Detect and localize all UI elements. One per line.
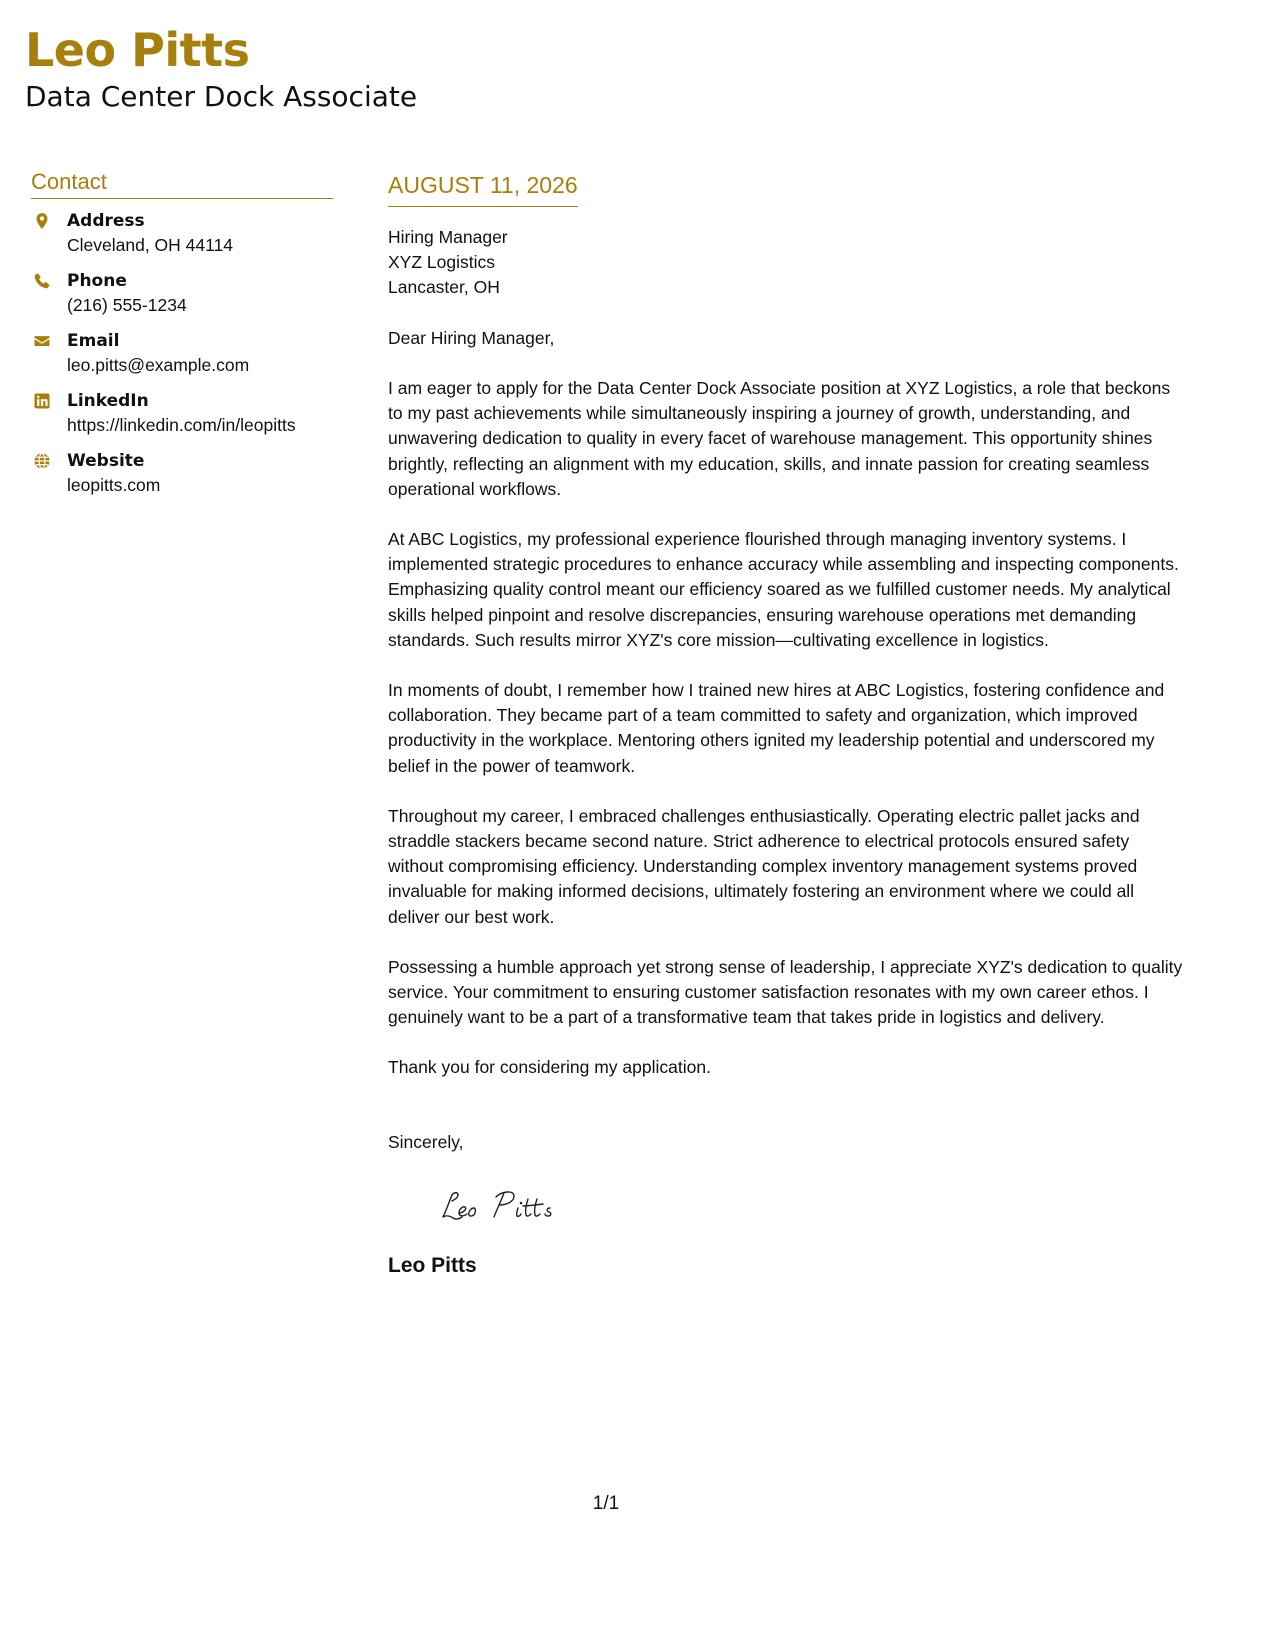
salutation: Dear Hiring Manager, — [388, 328, 555, 348]
signer-name: Leo Pitts — [388, 1254, 477, 1278]
linkedin-icon — [33, 392, 51, 410]
contact-sidebar — [31, 168, 333, 509]
candidate-name: Leo Pitts — [25, 23, 250, 77]
contact-value-address: Cleveland, OH 44114 — [67, 235, 234, 255]
recipient-line: XYZ Logistics — [388, 252, 495, 272]
body-paragraph: Possessing a humble approach yet strong sense of leadership, I appreciate XYZ's dedication to quality service. Your commitment to ensuring customer satisfaction resonates with my own career ethos. I genuinely want to be a part of a transformative team that takes pride in logistics and delivery. — [388, 956, 1183, 1028]
handwritten-signature — [438, 1181, 588, 1231]
closing-thanks: Thank you for considering my application. — [388, 1057, 711, 1078]
contact-label: Email — [67, 331, 120, 351]
job-title: Data Center Dock Associate — [25, 80, 418, 113]
recipient-line: Lancaster, OH — [388, 277, 500, 297]
contact-label: LinkedIn — [67, 391, 149, 411]
body-paragraph: Throughout my career, I embraced challenges enthusiastically. Operating electric pallet jacks and straddle stackers became second nature. Strict adherence to electrical protocols ensured safety without compromising efficiency. Understanding complex inventory management systems proved invaluable for making informed decisions, ultimately fostering an environment where we could all deliver our best work. — [388, 805, 1140, 927]
cover-letter — [388, 170, 1188, 1279]
body-paragraph: At ABC Logistics, my professional experience flourished through managing inventory systems. I implemented strategic procedures to enhance accuracy while assembling and inspecting components. Emphasizing quality control meant our efficiency soared as we fulfilled customer needs. My analytical skills helped pinpoint and resolve discrepancies, ensuring warehouse operations met demanding standards. Such results mirror XYZ's core mission—cultivating excellence in logistics. — [388, 529, 1179, 650]
envelope-icon — [33, 332, 51, 350]
contact-value-linkedin[interactable]: https://linkedin.com/in/leopitts — [67, 415, 296, 435]
body-paragraph: In moments of doubt, I remember how I trained new hires at ABC Logistics, fostering confidence and collaboration. They became part of a team committed to safety and organization, which improved productivity in the workplace. Mentoring others ignited my leadership potential and underscored my belief in the power of teamwork. — [388, 680, 1165, 776]
contact-item-address — [31, 209, 333, 269]
contact-value-email[interactable]: leo.pitts@example.com — [67, 355, 250, 375]
contact-heading: Contact — [31, 168, 333, 199]
contact-label: Address — [67, 211, 145, 231]
phone-icon — [33, 272, 51, 290]
contact-item-phone — [31, 269, 333, 329]
contact-list — [31, 209, 333, 509]
globe-icon — [33, 452, 51, 470]
letter-body — [388, 376, 1188, 1030]
recipient-line: Hiring Manager — [388, 227, 508, 247]
sign-off: Sincerely, — [388, 1132, 464, 1153]
contact-item-linkedin — [31, 389, 333, 449]
recipient-block — [388, 225, 1188, 300]
letter-date: AUGUST 11, 2026 — [388, 170, 578, 207]
contact-item-email — [31, 329, 333, 389]
map-pin-icon — [33, 212, 51, 230]
contact-value-phone: (216) 555-1234 — [67, 295, 187, 315]
contact-item-website — [31, 449, 333, 509]
page-number: 1/1 — [592, 1493, 620, 1514]
contact-value-website[interactable]: leopitts.com — [67, 475, 161, 495]
contact-label: Website — [67, 451, 145, 471]
contact-label: Phone — [67, 271, 127, 291]
body-paragraph: I am eager to apply for the Data Center Dock Associate position at XYZ Logistics, a role that beckons to my past achievements while simultaneously inspiring a journey of growth, understanding, and unwavering dedication to quality in every facet of warehouse management. This opportunity shines brightly, reflecting an alignment with my education, skills, and innate passion for creating seamless operational workflows. — [388, 378, 1171, 499]
